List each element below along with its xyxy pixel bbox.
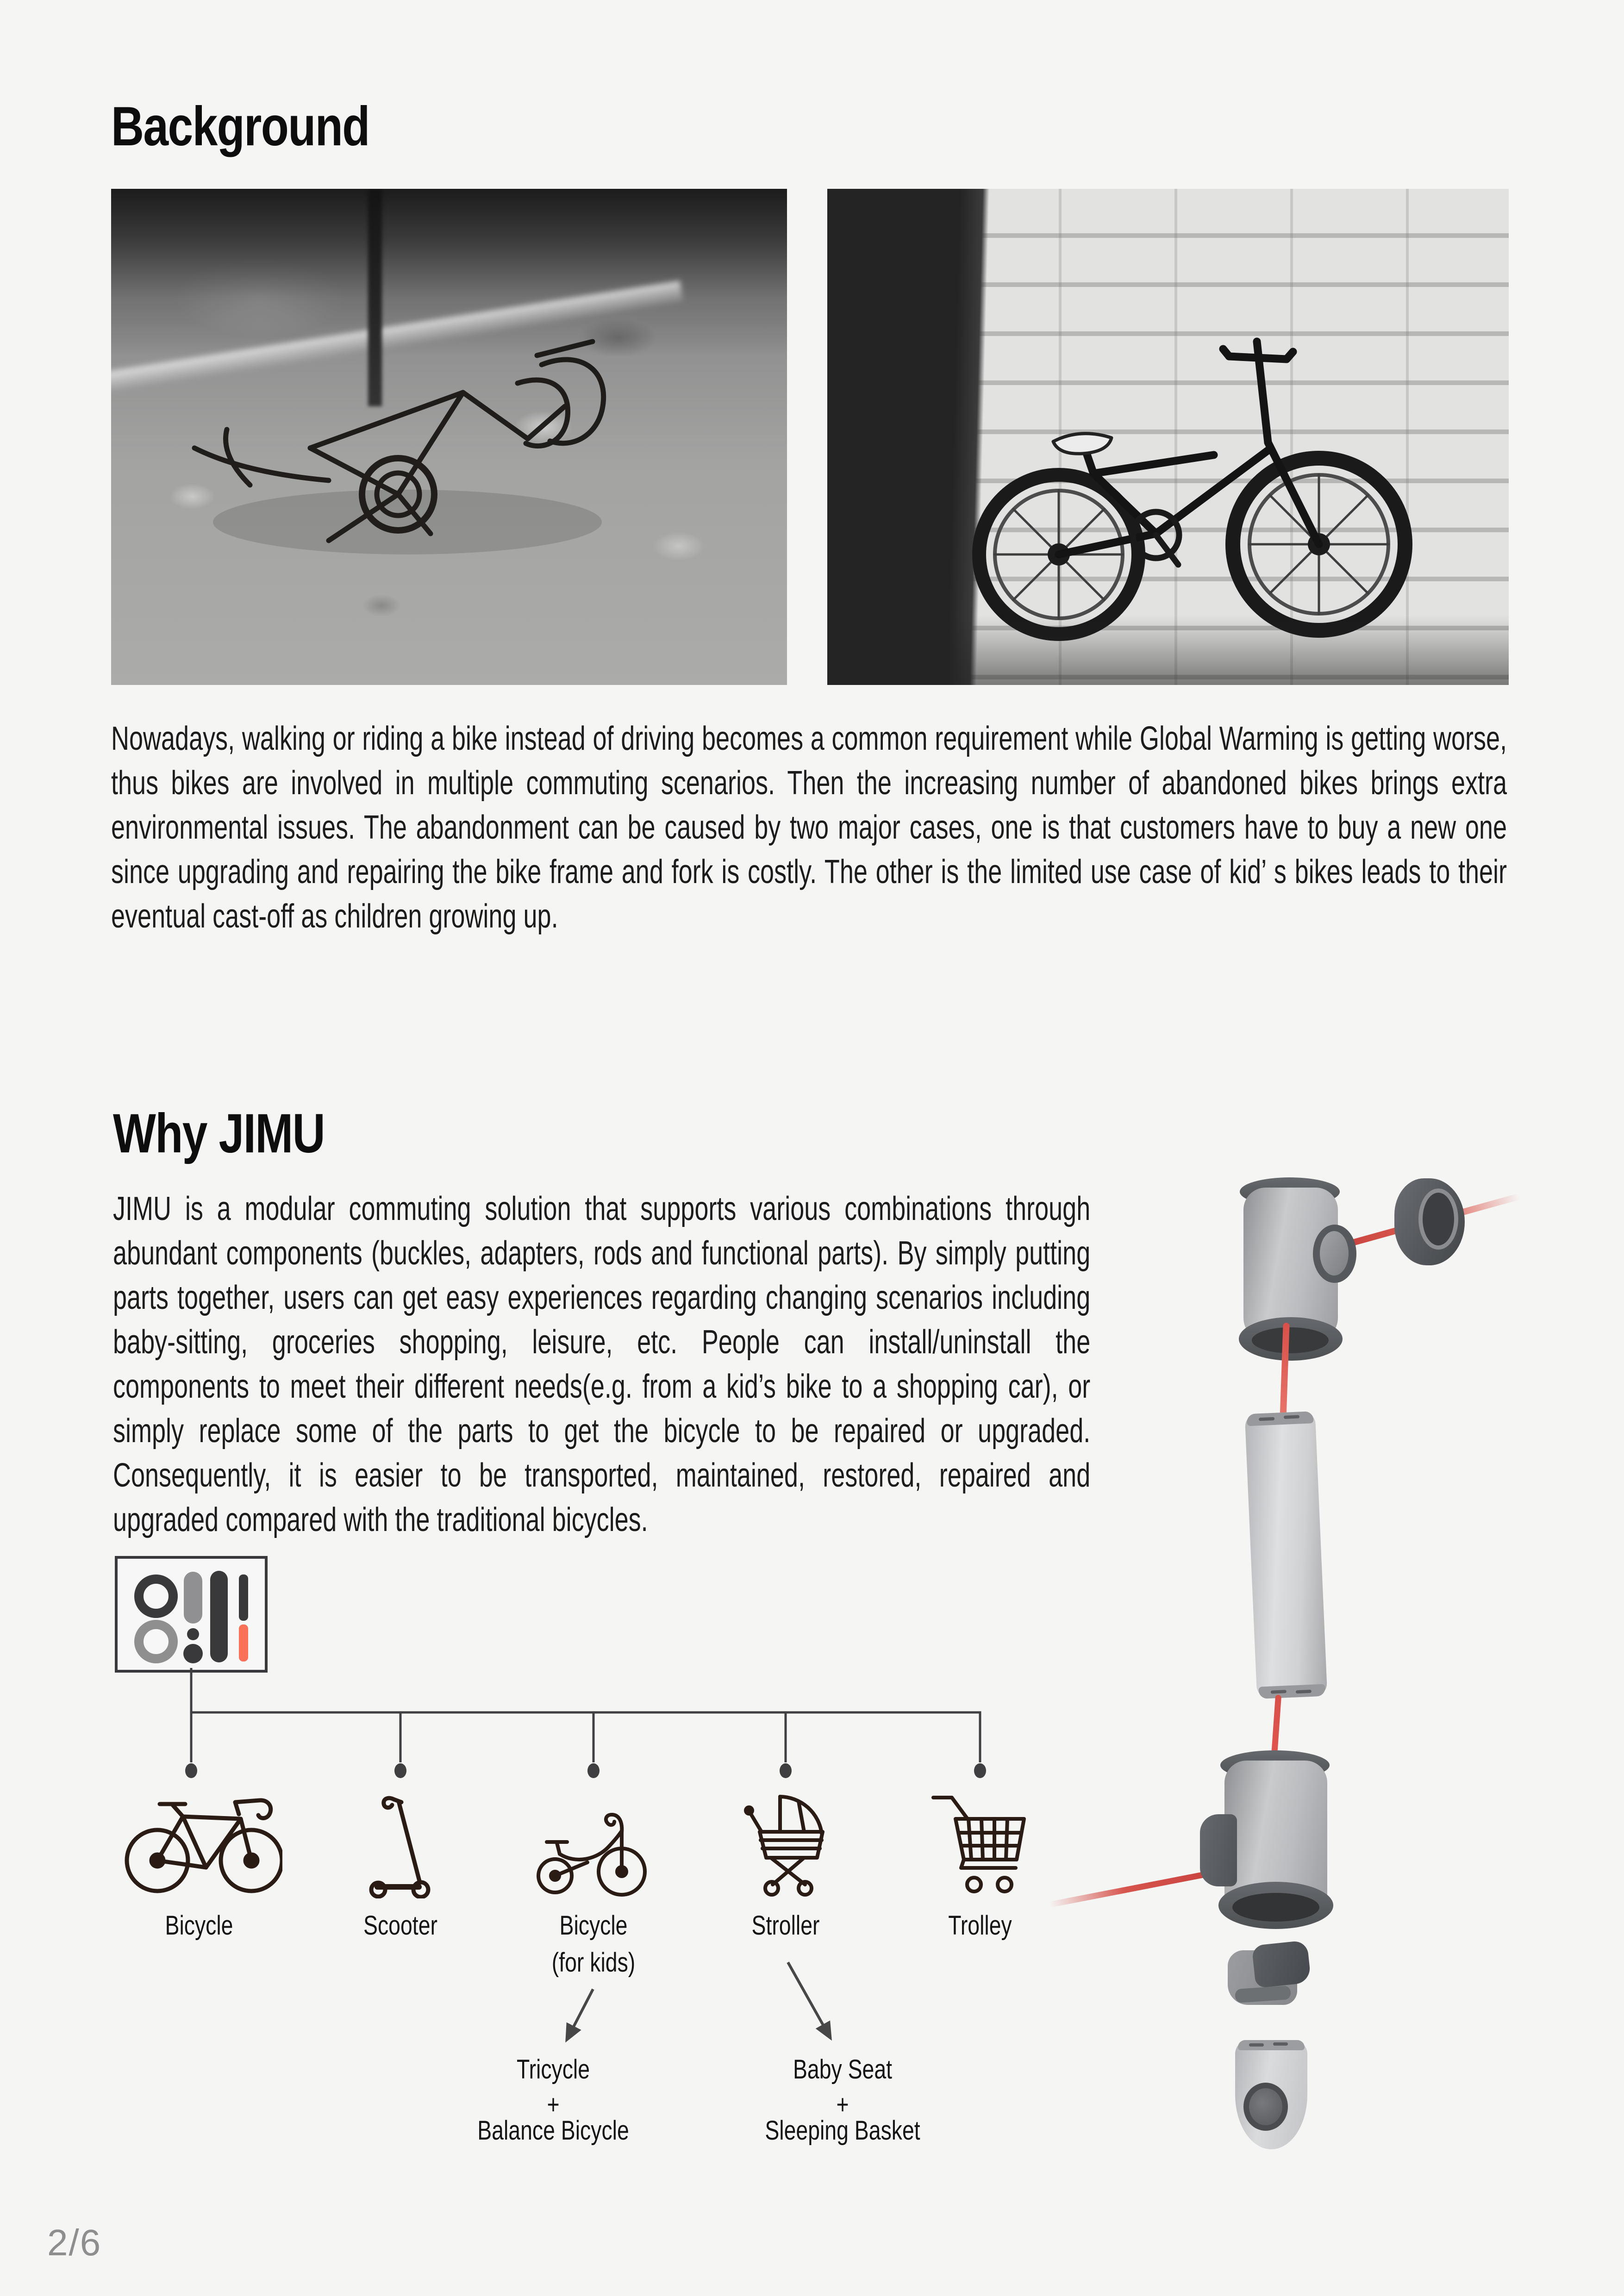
rod-tube	[1245, 1411, 1328, 1699]
derivative-balance-bicycle: Balance Bicycle	[477, 2116, 629, 2146]
buckle-top-opening	[1252, 1327, 1329, 1353]
kids-bicycle-icon	[531, 1804, 656, 1897]
stroller-icon	[734, 1787, 841, 1898]
dark-bar-icon	[239, 1574, 248, 1621]
end-cap-piece	[1235, 2040, 1307, 2149]
branch-label-stroller: Stroller	[751, 1910, 820, 1941]
gray-ring-icon	[134, 1620, 178, 1663]
large-dot-icon	[183, 1644, 203, 1663]
buckle-top-bottom-rim	[1239, 1317, 1343, 1361]
buckle-side-port-face	[1320, 1231, 1349, 1276]
kids-bike-photo	[827, 189, 1509, 685]
background-heading: Background	[111, 95, 369, 157]
ground-shadow	[827, 616, 1509, 685]
buckle-bottom-opening	[1232, 1893, 1319, 1922]
bicycle-icon	[116, 1795, 282, 1895]
exploded-buckle-rod-render	[1018, 1134, 1574, 2198]
buckle-bottom-rim-bottom	[1218, 1882, 1333, 1929]
orange-bar-icon	[239, 1624, 248, 1661]
abandoned-bike-frame-art	[111, 189, 787, 685]
end-cap-hole	[1243, 2083, 1288, 2131]
derivative-baby-seat: Baby Seat	[793, 2054, 893, 2084]
branch-label-bicycle: Bicycle	[165, 1910, 233, 1941]
derivative-plus-1: +	[547, 2090, 560, 2120]
derivative-plus-2: +	[836, 2090, 849, 2120]
clamp-ring-top	[1394, 1178, 1465, 1265]
jimu-components-legend-icon	[115, 1556, 268, 1673]
rod-top-cap	[1247, 1411, 1314, 1426]
buckle-bottom-side-clamp	[1200, 1814, 1237, 1886]
background-paragraph: Nowadays, walking or riding a bike instead of driving becomes a common requirement while Global Warming is getting worse, thus bikes are involved in multiple commuting scenarios. Then the increasing number of abandoned bikes brings extra environmental issues. The abandonment can be caused by two major cases, one is that customers have to buy a new one since upgrading and repairing the bike frame and fork is costly. The other is the limited use case of kid’ s bikes leads to their eventual cast-off as children growing up.	[111, 720, 1507, 935]
kids-bmx-bike-art	[827, 189, 1509, 685]
scooter-icon	[368, 1792, 437, 1898]
small-dot-icon	[187, 1628, 199, 1640]
buckle-side-port	[1313, 1225, 1356, 1283]
branch-label-kids-bicycle: Bicycle	[559, 1910, 628, 1941]
gray-pill-icon	[184, 1572, 202, 1624]
hook-clamp-piece	[1228, 1943, 1309, 2008]
dark-pill-icon	[210, 1571, 228, 1662]
why-jimu-paragraph: JIMU is a modular commuting solution that supports various combinations through abundant components (buckles, adapters, rods and functional parts). By simply putting parts together, users can get easy experiences regarding changing scenarios including baby-sitting, groceries shopping, leisure, etc. People can install/uninstall the components to meet their different needs(e.g. from a kid’s bike to a shopping car), or simply replace some of the parts to get the bicycle to be repaired or upgraded. Consequently, it is easier to be transported, maintained, restored, repaired and upgraded compared with the traditional bicycles.	[113, 1190, 1091, 1538]
clamp-ring-hole	[1418, 1188, 1458, 1250]
dark-ring-icon	[134, 1574, 178, 1618]
page-number: 2/6	[47, 2222, 102, 2263]
branch-label-scooter: Scooter	[363, 1910, 437, 1941]
abandoned-bike-photo	[111, 189, 787, 685]
branch-label-kids-bicycle-2: (for kids)	[551, 1948, 636, 1978]
branch-label-trolley: Trolley	[948, 1910, 1012, 1941]
why-jimu-heading: Why JIMU	[113, 1102, 325, 1164]
rod-bottom-cap	[1258, 1684, 1325, 1699]
red-axis-rod-bottom	[1049, 1869, 1219, 1908]
derivative-tricycle: Tricycle	[516, 2054, 590, 2084]
derivative-sleeping-basket: Sleeping Basket	[765, 2116, 920, 2146]
